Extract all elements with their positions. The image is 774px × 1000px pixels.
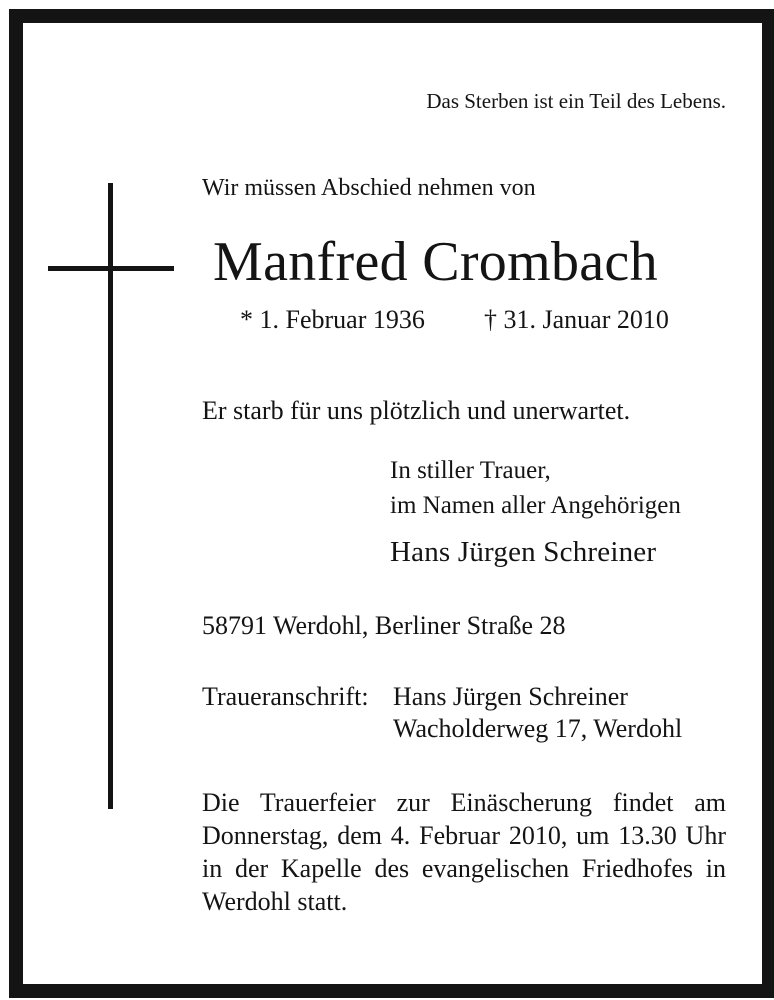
- mourning-line-2: im Namen aller Angehörigen: [390, 492, 681, 519]
- signer-name: Hans Jürgen Schreiner: [390, 536, 657, 568]
- death-date: † 31. Januar 2010: [484, 305, 669, 334]
- funeral-details: Die Trauerfeier zur Einäscherung findet am Donnerstag, dem 4. Februar 2010, um 13.30 Uhr in der Kapelle des evangelischen Friedhofes in Werdohl statt.: [202, 788, 726, 916]
- residence-address: 58791 Werdohl, Berliner Straße 28: [202, 611, 566, 640]
- mourning-line-1: In stiller Trauer,: [390, 457, 551, 484]
- birth-date: * 1. Februar 1936: [240, 305, 425, 334]
- cross-horizontal-bar: [48, 266, 174, 271]
- circumstance-note: Er starb für uns plötzlich und unerwartet.: [202, 396, 631, 425]
- cross-vertical-bar: [108, 183, 113, 809]
- motto: Das Sterben ist ein Teil des Lebens.: [426, 89, 726, 113]
- mourning-address-street: Wacholderweg 17, Werdohl: [393, 714, 683, 743]
- intro-line: Wir müssen Abschied nehmen von: [202, 175, 536, 201]
- mourning-address-name: Hans Jürgen Schreiner: [393, 682, 628, 711]
- mourning-address-label: Traueranschrift:: [202, 682, 369, 711]
- deceased-name: Manfred Crombach: [213, 231, 658, 293]
